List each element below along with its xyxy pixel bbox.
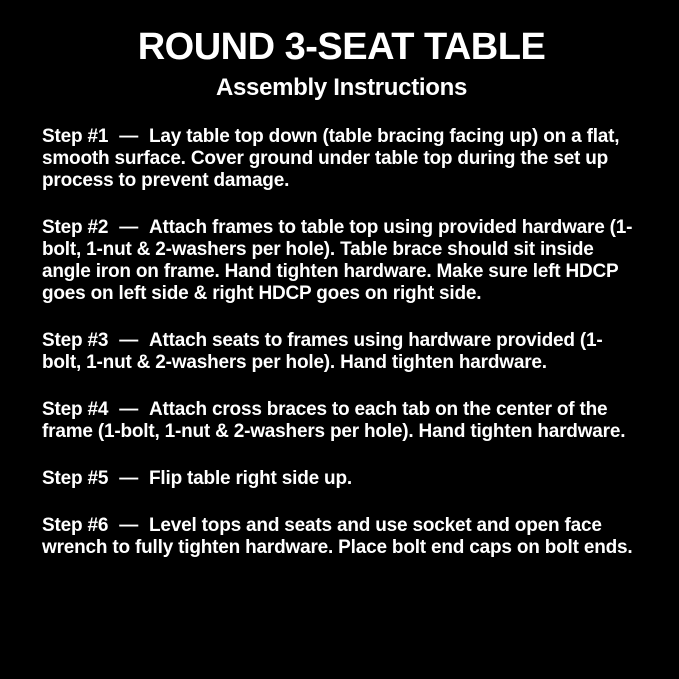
page-subtitle: Assembly Instructions <box>215 73 468 101</box>
step-3 <box>42 330 641 374</box>
step-1 <box>42 126 641 192</box>
step-5-separator: — <box>119 468 138 490</box>
step-3-text: Attach seats to frames using hardware provided (1-bolt, 1-nut & 2-washers per hole). Hand tighten hardware. <box>42 330 603 374</box>
step-5-label: Step #5 <box>42 468 109 490</box>
step-1-separator: — <box>119 125 138 147</box>
step-5-text: Flip table right side up. <box>149 468 352 490</box>
step-6-separator: — <box>119 515 138 537</box>
header <box>42 28 641 102</box>
steps-list <box>42 126 641 559</box>
step-4-text: Attach cross braces to each tab on the center of the frame (1-bolt, 1-nut & 2-washers per hole). Hand tighten hardware. <box>42 399 626 443</box>
step-4-separator: — <box>119 399 138 421</box>
step-6-text: Level tops and seats and use socket and open face wrench to fully tighten hardware. Place bolt end caps on bolt ends. <box>42 515 633 559</box>
step-2-label: Step #2 <box>42 216 109 238</box>
step-1-text: Lay table top down (table bracing facing up) on a flat, smooth surface. Cover ground under table top during the set up process to prevent damage. <box>42 125 620 191</box>
step-2 <box>42 217 641 305</box>
step-1-label: Step #1 <box>42 125 109 147</box>
step-6 <box>42 515 641 559</box>
step-4 <box>42 399 641 443</box>
step-6-label: Step #6 <box>42 515 109 537</box>
step-4-label: Step #4 <box>42 399 109 421</box>
step-5 <box>42 468 641 490</box>
step-2-separator: — <box>119 216 138 238</box>
page-title: ROUND 3-SEAT TABLE <box>137 26 546 68</box>
step-3-separator: — <box>119 330 138 352</box>
step-3-label: Step #3 <box>42 330 109 352</box>
step-2-text: Attach frames to table top using provided hardware (1-bolt, 1-nut & 2-washers per hole). Table brace should sit inside angle iron on frame. Hand tighten hardware. Make sure left HDCP goes on left side & right HDCP goes on right side. <box>42 216 633 305</box>
